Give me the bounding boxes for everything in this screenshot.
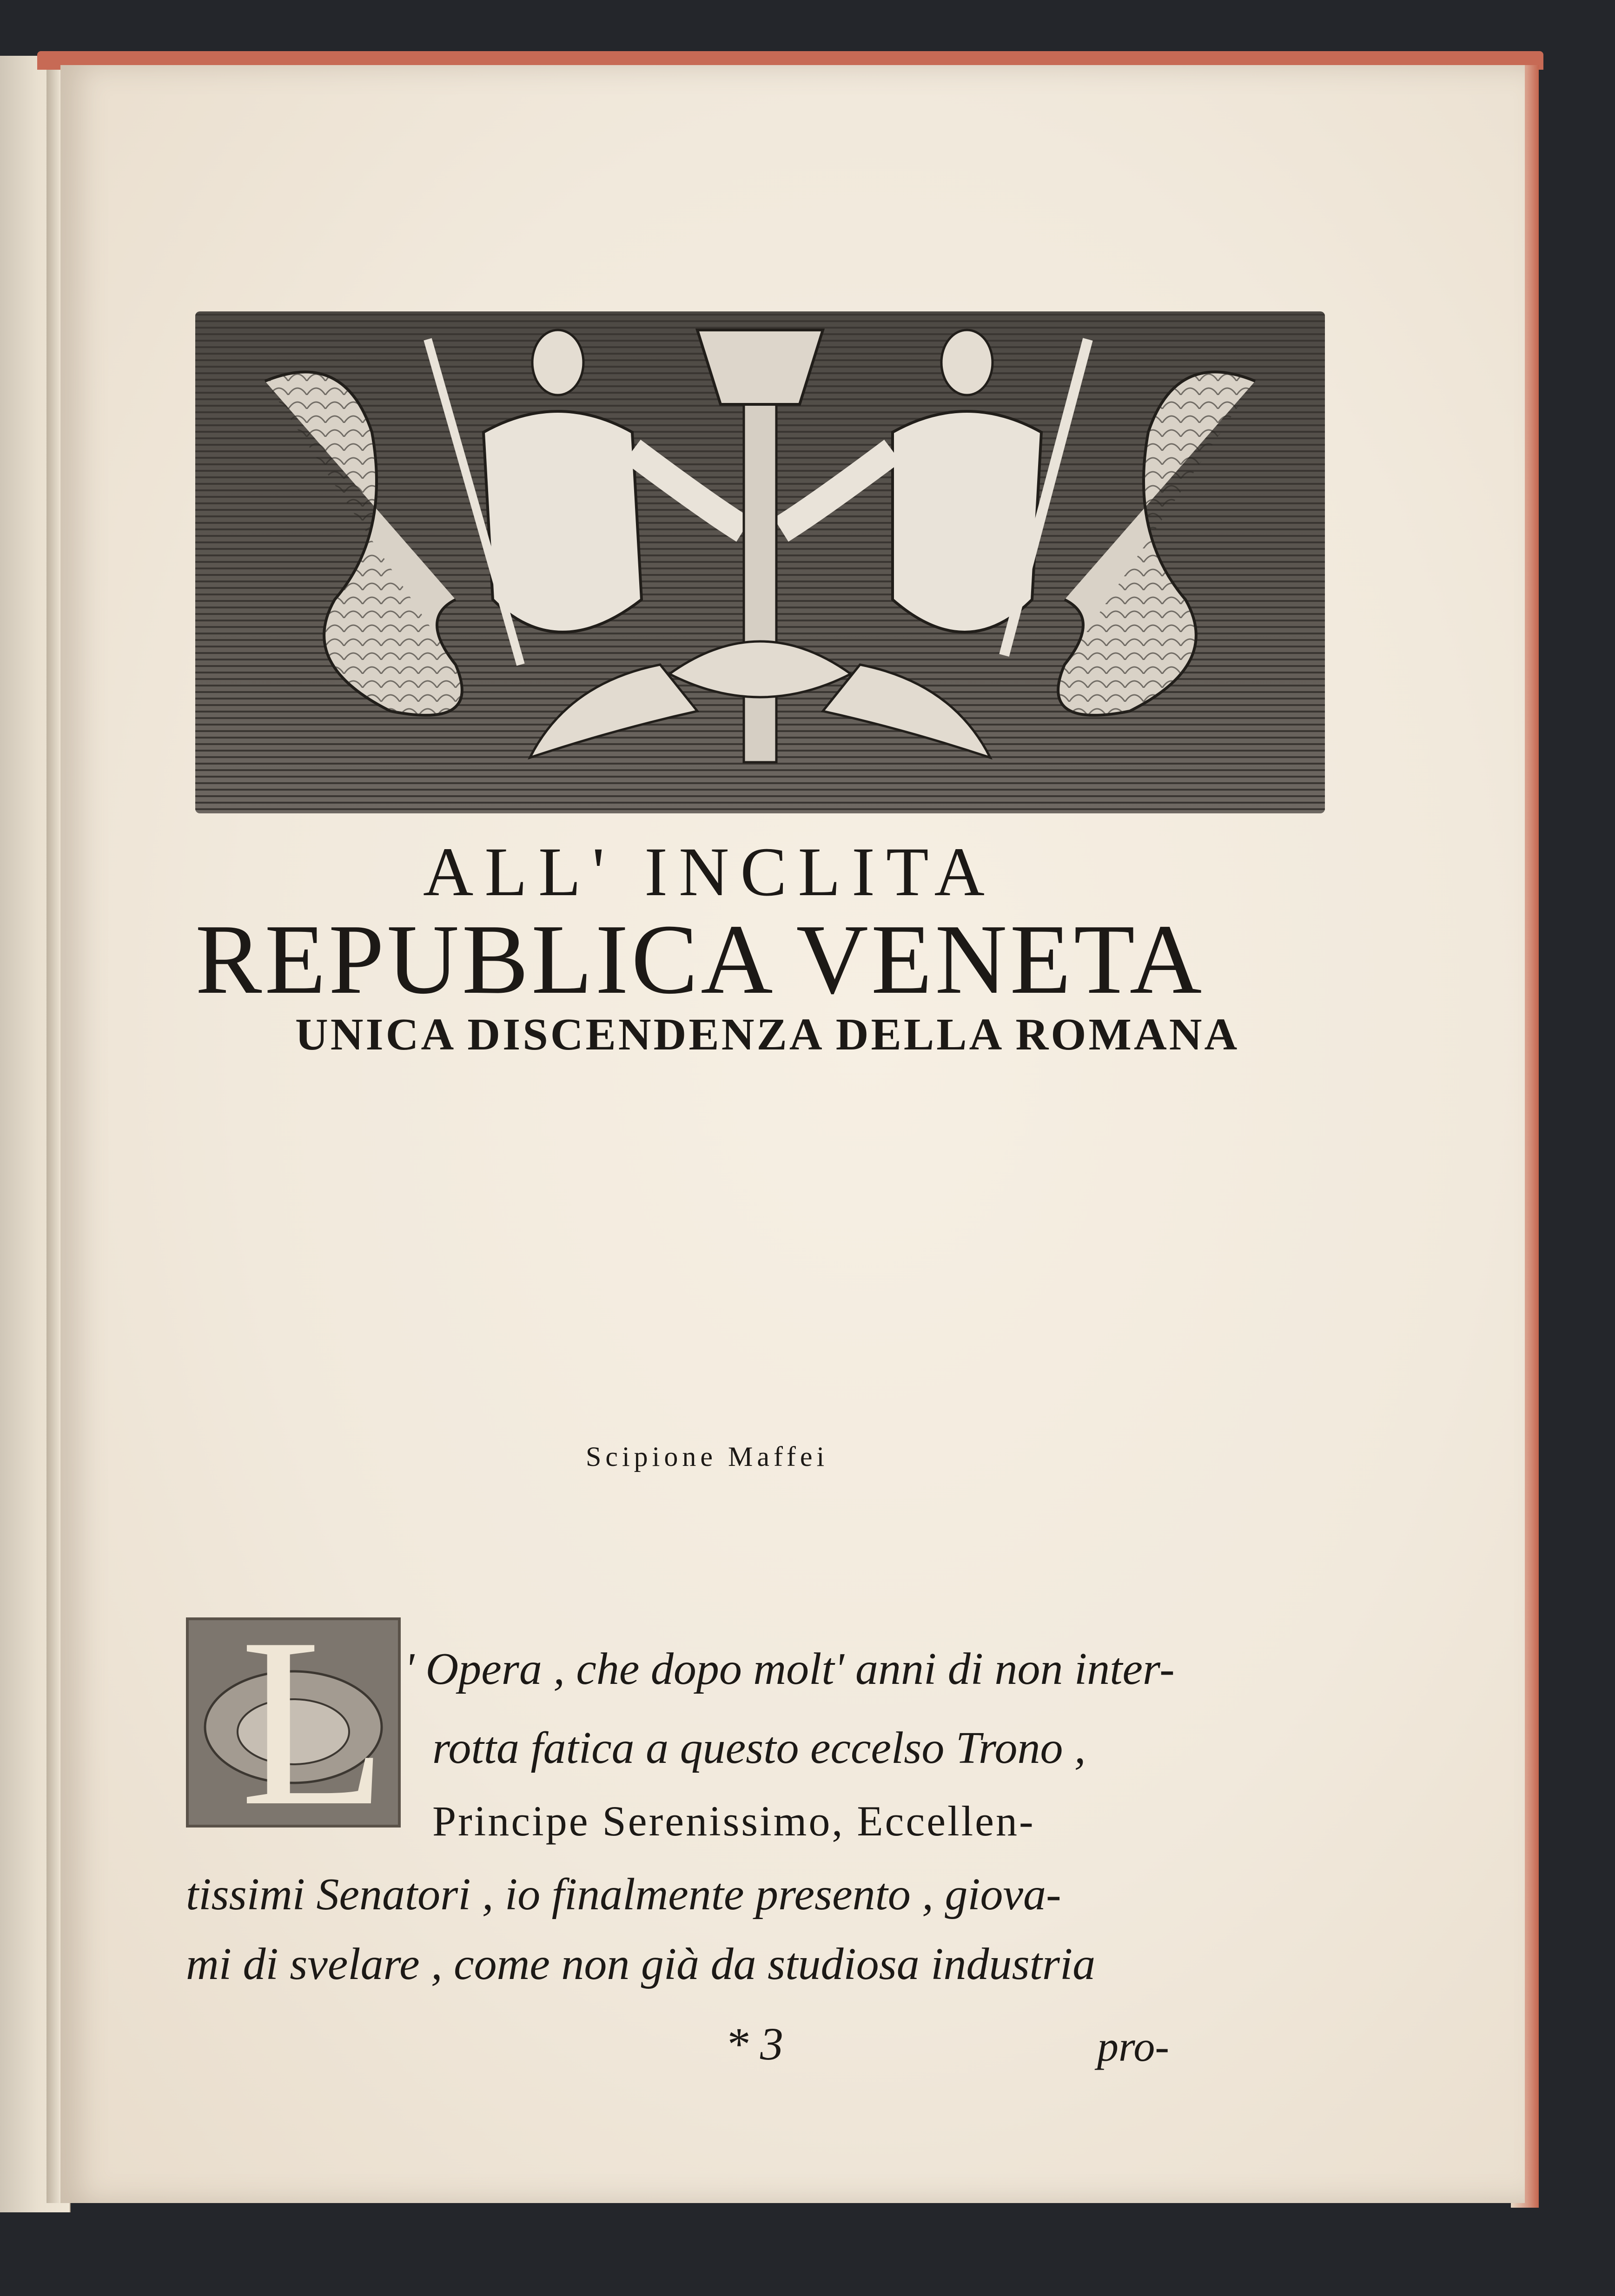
initial-letter: L xyxy=(240,1589,388,1856)
body-line-2: rotta fatica a questo eccelso Trono , xyxy=(432,1723,1086,1773)
heading-line-2: REPUBLICA VENETA xyxy=(195,904,1205,1015)
body-line-3: Principe Serenissimo, Eccellen- xyxy=(432,1797,1035,1845)
left-page-inner-edge xyxy=(46,65,60,2203)
signature-mark: * 3 xyxy=(725,2018,783,2070)
catchword: pro- xyxy=(1097,2023,1170,2070)
engraved-headpiece xyxy=(195,311,1325,813)
headpiece-engraving xyxy=(195,311,1325,813)
book-page xyxy=(60,65,1525,2203)
body-line-4: tissimi Senatori , io finalmente presento , giova- xyxy=(186,1869,1061,1920)
decorated-initial xyxy=(186,1589,401,1856)
heading-line-3: UNICA DISCENDENZA DELLA ROMANA xyxy=(295,1009,1240,1060)
body-line-1: ' Opera , che dopo molt' anni di non inter- xyxy=(404,1644,1175,1694)
author-name: Scipione Maffei xyxy=(586,1441,829,1472)
body-line-5: mi di svelare , come non già da studiosa industria xyxy=(186,1939,1096,1989)
heading-line-1: ALL' INCLITA xyxy=(423,833,996,910)
